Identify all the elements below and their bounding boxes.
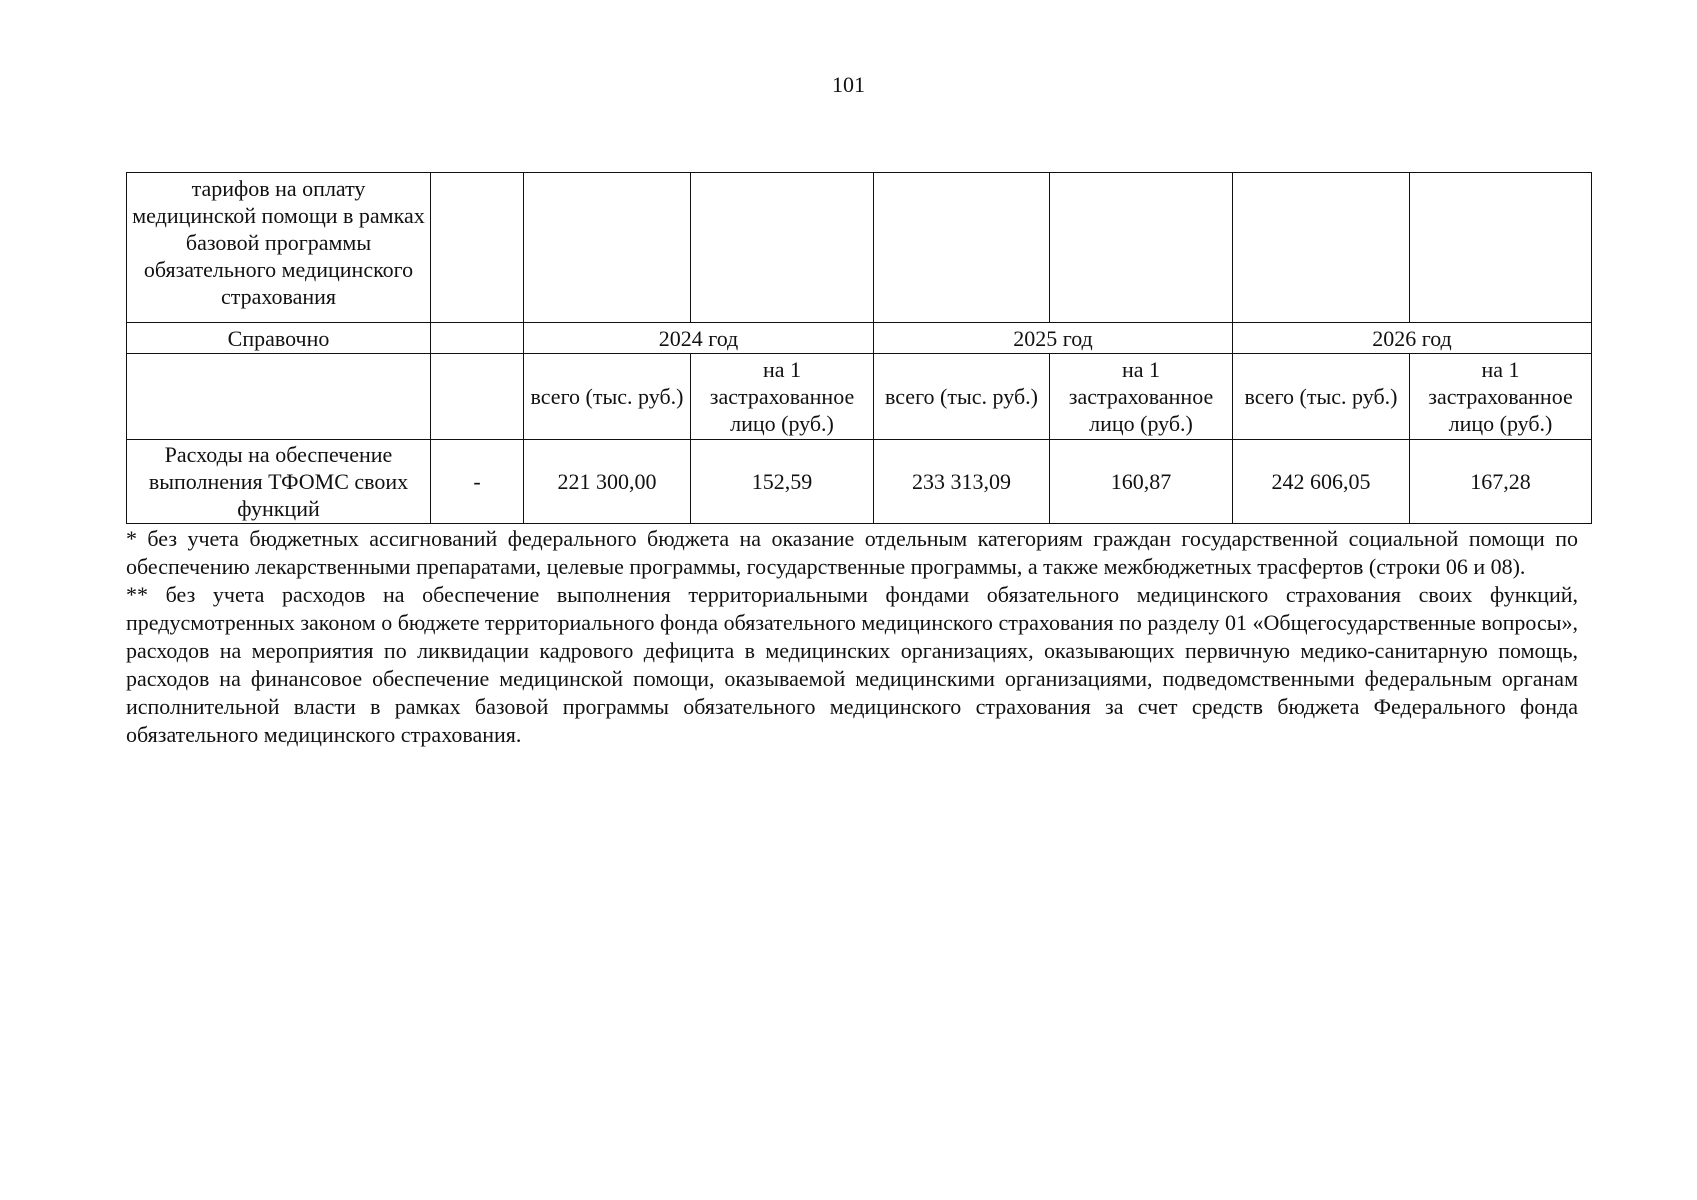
page-number: 101 <box>832 72 865 97</box>
empty-cell <box>431 173 524 323</box>
expenses-code: - <box>431 440 524 524</box>
reference-label: Справочно <box>127 323 431 354</box>
subheader-per-insured: на 1 застрахованное лицо (руб.) <box>1050 354 1233 440</box>
value-2025-per-insured: 160,87 <box>1050 440 1233 524</box>
value-2024-per-insured: 152,59 <box>691 440 874 524</box>
empty-cell <box>431 354 524 440</box>
empty-cell <box>524 173 691 323</box>
empty-cell <box>431 323 524 354</box>
table-row-years <box>127 323 1592 354</box>
subheader-total: всего (тыс. руб.) <box>1233 354 1410 440</box>
year-header-2024: 2024 год <box>524 323 874 354</box>
empty-cell <box>127 354 431 440</box>
footnotes <box>126 525 1578 749</box>
table-row-continued <box>127 173 1592 323</box>
year-header-2025: 2025 год <box>874 323 1233 354</box>
expenses-label: Расходы на обеспечение выполнения ТФОМС своих функций <box>127 440 431 524</box>
value-2025-total: 233 313,09 <box>874 440 1050 524</box>
table-row-expenses <box>127 440 1592 524</box>
empty-cell <box>1050 173 1233 323</box>
continued-description-cell: тарифов на оплату медицинской помощи в рамках базовой программы обязательного медицинского страхования <box>127 173 431 323</box>
empty-cell <box>691 173 874 323</box>
empty-cell <box>1410 173 1592 323</box>
value-2026-per-insured: 167,28 <box>1410 440 1592 524</box>
subheader-total: всего (тыс. руб.) <box>874 354 1050 440</box>
value-2024-total: 221 300,00 <box>524 440 691 524</box>
year-header-2026: 2026 год <box>1233 323 1592 354</box>
subheader-total: всего (тыс. руб.) <box>524 354 691 440</box>
budget-reference-table <box>126 172 1592 524</box>
subheader-per-insured: на 1 застрахованное лицо (руб.) <box>1410 354 1592 440</box>
empty-cell <box>874 173 1050 323</box>
footnote-double-star: ** без учета расходов на обеспечение выполнения территориальными фондами обязательного медицинского страхования своих функций, предусмотренных законом о бюджете территориального фонда обязательного медицинского страхования по разделу 01 «Общегосударственные вопросы», расходов на мероприятия по ликвидации кадрового дефицита в медицинских организациях, оказывающих первичную медико-санитарную помощь, расходов на финансовое обеспечение медицинской помощи, оказываемой медицинскими организациями, подведомственными федеральным органам исполнительной власти в рамках базовой программы обязательного медицинского страхования за счет средств бюджета Федерального фонда обязательного медицинского страхования. <box>126 582 1578 747</box>
table-row-subheaders <box>127 354 1592 440</box>
empty-cell <box>1233 173 1410 323</box>
value-2026-total: 242 606,05 <box>1233 440 1410 524</box>
subheader-per-insured: на 1 застрахованное лицо (руб.) <box>691 354 874 440</box>
footnote-single-star: * без учета бюджетных ассигнований федерального бюджета на оказание отдельным категориям граждан государственной социальной помощи по обеспечению лекарственными препаратами, целевые программы, государственные программы, а также межбюджетных трасфертов (строки 06 и 08). <box>126 526 1578 579</box>
